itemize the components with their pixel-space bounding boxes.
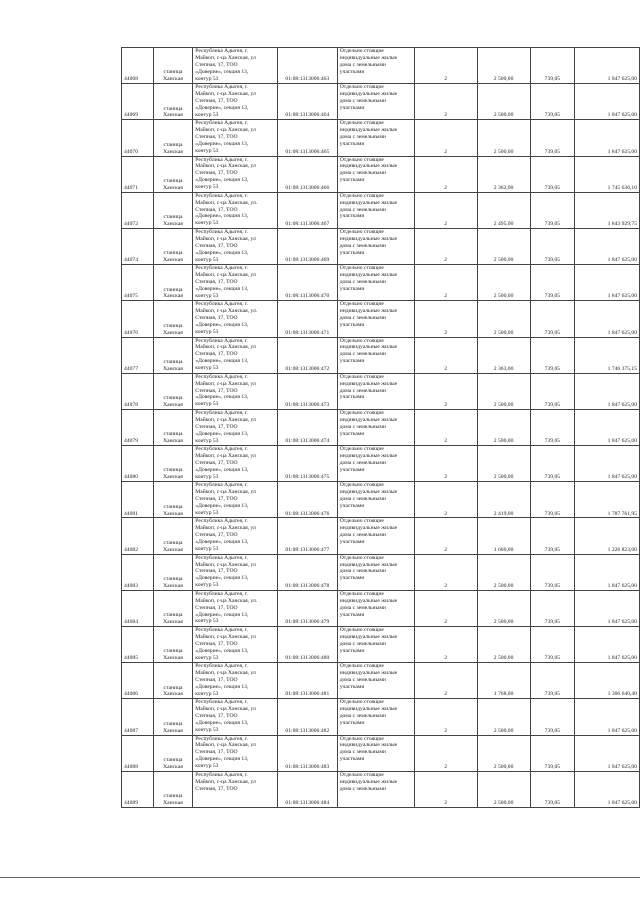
table-row: [122, 482, 640, 518]
cell-use-category: 2: [414, 554, 477, 590]
cell-cadastral-value: 1 746 375,15: [575, 337, 640, 373]
cell-cadastral-number: 01:08:1313006:484: [277, 771, 337, 807]
cell-cadastral-number: 01:08:1313006:469: [277, 228, 337, 264]
cell-permitted-use: Отдельно стоящие индивидуальные жилые дома с земельными участками: [337, 84, 414, 120]
cell-cadastral-value: 1 306 640,40: [575, 663, 640, 699]
cell-area: 2 495,00: [477, 192, 530, 228]
cell-use-category: 2: [414, 156, 477, 192]
cell-cadastral-number: 01:08:1313006:476: [277, 482, 337, 518]
cell-cadastral-value: 1 847 625,00: [575, 265, 640, 301]
cell-address: Республика Адыгея, г. Майкоп, с-ца Ханская, ул Степная, 17, ТОО «Доверие», секция 13, контур 53: [193, 699, 278, 735]
cell-locality: станица Ханская: [153, 301, 193, 337]
cell-use-category: 2: [414, 627, 477, 663]
cell-use-category: 2: [414, 446, 477, 482]
cell-cadastral-value: 1 847 625,00: [575, 373, 640, 409]
cell-unit-value: 739,05: [530, 482, 574, 518]
cell-row-id: 44079: [122, 409, 154, 445]
cell-row-id: 44087: [122, 699, 154, 735]
cell-area: 2 500,00: [477, 373, 530, 409]
cell-cadastral-number: 01:08:1313006:464: [277, 84, 337, 120]
cell-cadastral-number: 01:08:1313006:465: [277, 120, 337, 156]
cell-cadastral-value: 1 847 625,00: [575, 771, 640, 807]
cell-row-id: 44086: [122, 663, 154, 699]
cell-row-id: 44083: [122, 554, 154, 590]
cell-unit-value: 739,05: [530, 48, 574, 84]
cell-locality: станица Ханская: [153, 337, 193, 373]
cell-address: Республика Адыгея, г. Майкоп, с-ца Ханская, ул Степная, 17, ТОО «Доверие», секция 13, контур 53: [193, 735, 278, 771]
table-row: [122, 735, 640, 771]
cell-row-id: 44088: [122, 735, 154, 771]
cell-permitted-use: Отдельно стоящие индивидуальные жилые дома с земельными участками: [337, 699, 414, 735]
cell-permitted-use: Отдельно стоящие индивидуальные жилые дома с земельными участками: [337, 735, 414, 771]
cell-permitted-use: Отдельно стоящие индивидуальные жилые дома с земельными участками: [337, 590, 414, 626]
cell-cadastral-number: 01:08:1313006:475: [277, 446, 337, 482]
cell-unit-value: 739,05: [530, 156, 574, 192]
cell-permitted-use: Отдельно стоящие индивидуальные жилые дома с земельными участками: [337, 482, 414, 518]
cell-unit-value: 739,05: [530, 663, 574, 699]
table-row: [122, 84, 640, 120]
cell-cadastral-value: 1 847 625,00: [575, 301, 640, 337]
cell-unit-value: 739,05: [530, 771, 574, 807]
cell-permitted-use: Отдельно стоящие индивидуальные жилые дома с земельными участками: [337, 446, 414, 482]
cell-permitted-use: Отдельно стоящие индивидуальные жилые дома с земельными участками: [337, 156, 414, 192]
cell-area: 2 500,00: [477, 409, 530, 445]
cell-row-id: 44085: [122, 627, 154, 663]
cell-area: 2 500,00: [477, 48, 530, 84]
cell-use-category: 2: [414, 409, 477, 445]
cell-cadastral-value: 1 787 761,95: [575, 482, 640, 518]
table-row: [122, 446, 640, 482]
cell-permitted-use: Отдельно стоящие индивидуальные жилые дома с земельными участками: [337, 265, 414, 301]
cell-unit-value: 739,05: [530, 446, 574, 482]
table-row: [122, 228, 640, 264]
cell-locality: станица Ханская: [153, 482, 193, 518]
cell-cadastral-value: 1 847 625,00: [575, 735, 640, 771]
cell-permitted-use: Отдельно стоящие индивидуальные жилые дома с земельными участками: [337, 627, 414, 663]
cell-row-id: 44089: [122, 771, 154, 807]
cell-use-category: 2: [414, 228, 477, 264]
table-row: [122, 554, 640, 590]
cell-locality: станица Ханская: [153, 120, 193, 156]
cell-address: Республика Адыгея, г. Майкоп, с-ца Ханская, ул Степная, 17, ТОО «Доверие», секция 13, контур 53: [193, 518, 278, 554]
cell-permitted-use: Отдельно стоящие индивидуальные жилые дома с земельными участками: [337, 120, 414, 156]
cell-cadastral-number: 01:08:1313006:463: [277, 48, 337, 84]
cell-address: Республика Адыгея, г. Майкоп, с-ца Ханская, ул Степная, 17, ТОО «Доверие», секция 13, контур 53: [193, 228, 278, 264]
cell-row-id: 44078: [122, 373, 154, 409]
table-row: [122, 156, 640, 192]
cell-row-id: 44080: [122, 446, 154, 482]
cell-use-category: 2: [414, 48, 477, 84]
table-row: [122, 301, 640, 337]
cell-permitted-use: Отдельно стоящие индивидуальные жилые дома с земельными участками: [337, 48, 414, 84]
cell-row-id: 44075: [122, 265, 154, 301]
cell-unit-value: 739,05: [530, 265, 574, 301]
cell-cadastral-number: 01:08:1313006:467: [277, 192, 337, 228]
cell-locality: станица Ханская: [153, 409, 193, 445]
cell-locality: станица Ханская: [153, 192, 193, 228]
cell-area: 2 500,00: [477, 120, 530, 156]
land-registry-table: [121, 47, 640, 808]
cell-unit-value: 739,05: [530, 627, 574, 663]
cell-area: 1 768,00: [477, 663, 530, 699]
cell-locality: станица Ханская: [153, 228, 193, 264]
table-row: [122, 590, 640, 626]
cell-use-category: 2: [414, 84, 477, 120]
cell-use-category: 2: [414, 301, 477, 337]
cell-area: 2 500,00: [477, 590, 530, 626]
cell-address: Республика Адыгея, г. Майкоп, с-ца Ханская, ул Степная, 17, ТОО «Доверие», секция 13, контур 53: [193, 446, 278, 482]
cell-permitted-use: Отдельно стоящие индивидуальные жилые дома с земельными участками: [337, 301, 414, 337]
table-row: [122, 771, 640, 807]
cell-address: Республика Адыгея, г. Майкоп, с-ца Ханская, ул Степная, 17, ТОО «Доверие», секция 13, контур 53: [193, 627, 278, 663]
cell-address: Республика Адыгея, г. Майкоп, с-ца Ханская, ул Степная, 17, ТОО «Доверие», секция 13, контур 53: [193, 337, 278, 373]
cell-address: Республика Адыгея, г. Майкоп, с-ца Ханская, ул. Степная, 17, ТОО «Доверие», секция 13, контур 53: [193, 590, 278, 626]
page-bottom-rule: [0, 877, 640, 878]
table-row: [122, 663, 640, 699]
cell-address: Республика Адыгея, г. Майкоп, с-ца Ханская, ул Степная, 17, ТОО «Доверие», секция 13, контур 53: [193, 663, 278, 699]
table-row: [122, 337, 640, 373]
cell-permitted-use: Отдельно стоящие индивидуальные жилые дома с земельными участками: [337, 337, 414, 373]
cell-cadastral-value: 1 847 625,00: [575, 590, 640, 626]
cell-unit-value: 739,05: [530, 337, 574, 373]
cell-cadastral-value: 1 847 625,00: [575, 228, 640, 264]
cell-cadastral-value: 1 843 929,75: [575, 192, 640, 228]
table-row: [122, 265, 640, 301]
cell-area: 2 363,00: [477, 337, 530, 373]
cell-address: Республика Адыгея, г. Майкоп, с-ца Ханская, ул Степная, 17, ТОО «Доверие», секция 13, контур 53: [193, 373, 278, 409]
cell-cadastral-number: 01:08:1313006:478: [277, 554, 337, 590]
cell-cadastral-value: 1 847 625,00: [575, 627, 640, 663]
cell-permitted-use: Отдельно стоящие индивидуальные жилые дома с земельными участками: [337, 409, 414, 445]
cell-locality: станица Ханская: [153, 663, 193, 699]
cell-locality: станица Ханская: [153, 735, 193, 771]
cell-locality: станица Ханская: [153, 518, 193, 554]
cell-use-category: 2: [414, 337, 477, 373]
cell-cadastral-value: 1 847 625,00: [575, 120, 640, 156]
cell-locality: станица Ханская: [153, 554, 193, 590]
cell-unit-value: 739,05: [530, 301, 574, 337]
cell-unit-value: 739,05: [530, 192, 574, 228]
cell-locality: станица Ханская: [153, 48, 193, 84]
cell-area: 2 419,00: [477, 482, 530, 518]
cell-cadastral-number: 01:08:1313006:479: [277, 590, 337, 626]
cell-unit-value: 739,05: [530, 84, 574, 120]
cell-permitted-use: Отдельно стоящие индивидуальные жилые дома с земельными участками: [337, 228, 414, 264]
cell-address: Республика Адыгея, г. Майкоп, с-ца Ханская, ул Степная, 17, ТОО «Доверие», секция 13, контур 53: [193, 48, 278, 84]
cell-unit-value: 739,05: [530, 409, 574, 445]
cell-use-category: 2: [414, 771, 477, 807]
cell-cadastral-number: 01:08:1313006:474: [277, 409, 337, 445]
cell-row-id: 44081: [122, 482, 154, 518]
cell-cadastral-number: 01:08:1313006:466: [277, 156, 337, 192]
cell-cadastral-number: 01:08:1313006:481: [277, 663, 337, 699]
cell-address: Республика Адыгея, г. Майкоп, с-ца Ханская, ул Степная, 17, ТОО «Доверие», секция 13, контур 53: [193, 84, 278, 120]
cell-cadastral-number: 01:08:1313006:473: [277, 373, 337, 409]
table-row: [122, 192, 640, 228]
cell-area: 1 660,00: [477, 518, 530, 554]
cell-cadastral-number: 01:08:1313006:482: [277, 699, 337, 735]
cell-permitted-use: Отдельно стоящие индивидуальные жилые дома с земельными участками: [337, 518, 414, 554]
cell-address: Республика Адыгея, г. Майкоп, с-ца Ханская, ул Степная, 17, ТОО: [193, 771, 278, 807]
cell-cadastral-value: 1 847 625,00: [575, 446, 640, 482]
cell-locality: станица Ханская: [153, 590, 193, 626]
cell-permitted-use: Отдельно стоящие индивидуальные жилые дома с земельными участками: [337, 373, 414, 409]
cell-address: Республика Адыгея, г. Майкоп, с-ца Ханская, ул. Степная, 17, ТОО «Доверие», секция 13, контур 53: [193, 301, 278, 337]
cell-locality: станица Ханская: [153, 265, 193, 301]
cell-use-category: 2: [414, 518, 477, 554]
cell-locality: станица Ханская: [153, 771, 193, 807]
cell-address: Республика Адыгея, г. Майкоп, с-ца Ханская, ул Степная, 17, ТОО «Доверие», секция 13, контур 53: [193, 120, 278, 156]
cell-area: 2 500,00: [477, 554, 530, 590]
cell-cadastral-value: 1 226 823,00: [575, 518, 640, 554]
cell-area: 2 500,00: [477, 84, 530, 120]
cell-cadastral-value: 1 847 625,00: [575, 554, 640, 590]
table-row: [122, 48, 640, 84]
cell-row-id: 44069: [122, 84, 154, 120]
cell-address: Республика Адыгея, г. Майкоп, с-ца Ханская, ул Степная, 17, ТОО «Доверие», секция 13, контур 53: [193, 409, 278, 445]
cell-use-category: 2: [414, 192, 477, 228]
cell-area: 2 500,00: [477, 627, 530, 663]
cell-area: 2 500,00: [477, 228, 530, 264]
cell-unit-value: 739,05: [530, 120, 574, 156]
cell-address: Республика Адыгея, г. Майкоп, с-ца Ханская, ул Степная, 17, ТОО «Доверие», секция 13, контур 53: [193, 156, 278, 192]
cell-cadastral-value: 1 847 625,00: [575, 699, 640, 735]
cell-unit-value: 739,05: [530, 373, 574, 409]
cell-address: Республика Адыгея, г. Майкоп, с-ца Ханская, ул Степная, 17, ТОО «Доверие», секция 13, контур 53: [193, 554, 278, 590]
cell-row-id: 44070: [122, 120, 154, 156]
cell-use-category: 2: [414, 120, 477, 156]
cell-area: 2 500,00: [477, 699, 530, 735]
cell-unit-value: 739,05: [530, 590, 574, 626]
cell-address: Республика Адыгея, г. Майкоп, с-ца Ханская, ул Степная, 17, ТОО «Доверие», секция 13, контур 53: [193, 482, 278, 518]
cell-permitted-use: Отдельно стоящие индивидуальные жилые дома с земельными участками: [337, 554, 414, 590]
table-body: [122, 48, 640, 808]
cell-row-id: 44076: [122, 301, 154, 337]
cell-cadastral-number: 01:08:1313006:477: [277, 518, 337, 554]
cell-row-id: 44082: [122, 518, 154, 554]
cell-locality: станица Ханская: [153, 373, 193, 409]
cell-cadastral-number: 01:08:1313006:472: [277, 337, 337, 373]
cell-row-id: 44072: [122, 192, 154, 228]
cell-locality: станица Ханская: [153, 446, 193, 482]
cell-cadastral-number: 01:08:1313006:470: [277, 265, 337, 301]
table-row: [122, 518, 640, 554]
cell-area: 2 500,00: [477, 735, 530, 771]
cell-area: 2 500,00: [477, 301, 530, 337]
cell-row-id: 44077: [122, 337, 154, 373]
cell-row-id: 44074: [122, 228, 154, 264]
cell-unit-value: 739,05: [530, 699, 574, 735]
table-row: [122, 409, 640, 445]
cell-row-id: 44068: [122, 48, 154, 84]
cell-cadastral-value: 1 847 625,00: [575, 84, 640, 120]
cell-cadastral-value: 1 847 625,00: [575, 409, 640, 445]
cell-cadastral-number: 01:08:1313006:483: [277, 735, 337, 771]
table-row: [122, 120, 640, 156]
table-row: [122, 699, 640, 735]
cell-row-id: 44071: [122, 156, 154, 192]
cell-cadastral-value: 1 847 625,00: [575, 48, 640, 84]
cell-locality: станица Ханская: [153, 699, 193, 735]
cell-unit-value: 739,05: [530, 228, 574, 264]
cell-row-id: 44084: [122, 590, 154, 626]
cell-use-category: 2: [414, 735, 477, 771]
cell-cadastral-number: 01:08:1313006:471: [277, 301, 337, 337]
cell-locality: станица Ханская: [153, 156, 193, 192]
cell-use-category: 2: [414, 699, 477, 735]
cell-cadastral-number: 01:08:1313006:480: [277, 627, 337, 663]
cell-area: 2 500,00: [477, 446, 530, 482]
cell-permitted-use: Отдельно стоящие индивидуальные жилые дома с земельными: [337, 771, 414, 807]
cell-use-category: 2: [414, 590, 477, 626]
cell-unit-value: 739,05: [530, 518, 574, 554]
cell-locality: станица Ханская: [153, 84, 193, 120]
cell-permitted-use: Отдельно стоящие индивидуальные жилые дома с земельными участками: [337, 663, 414, 699]
cell-address: Республика Адыгея, г. Майкоп, с-ца Ханская, ул. Степная, 17, ТОО «Доверие», секция 13, контур 53: [193, 192, 278, 228]
table-row: [122, 373, 640, 409]
cell-use-category: 2: [414, 482, 477, 518]
cell-area: 2 500,00: [477, 771, 530, 807]
cell-unit-value: 739,05: [530, 554, 574, 590]
cell-use-category: 2: [414, 265, 477, 301]
cell-use-category: 2: [414, 373, 477, 409]
cell-permitted-use: Отдельно стоящие индивидуальные жилые дома с земельными участками: [337, 192, 414, 228]
table-row: [122, 627, 640, 663]
cell-use-category: 2: [414, 663, 477, 699]
cell-locality: станица Ханская: [153, 627, 193, 663]
cell-address: Республика Адыгея, г. Майкоп, с-ца Ханская, ул Степная, 17, ТОО «Доверие», секция 13, контур 53: [193, 265, 278, 301]
cell-area: 2 362,00: [477, 156, 530, 192]
cell-area: 2 500,00: [477, 265, 530, 301]
cell-cadastral-value: 1 745 636,10: [575, 156, 640, 192]
cell-unit-value: 739,05: [530, 735, 574, 771]
